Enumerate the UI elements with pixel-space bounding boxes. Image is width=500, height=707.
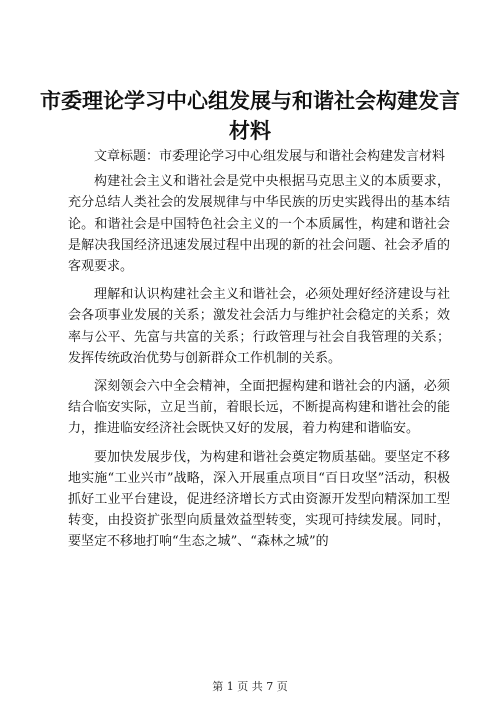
document-body — [68, 146, 450, 560]
body-paragraph: 深刻领会六中全会精神，全面把握构建和谐社会的内涵，必须结合临安实际，立足当前，着眼长远，不断提高构建和谐社会的能力，推进临安经济社会既快又好的发展，着力构建和谐临安。 — [68, 379, 450, 437]
body-paragraph: 构建社会主义和谐社会是党中央根据马克思主义的本质要求，充分总结人类社会的发展规律与中华民族的历史实践得出的基本结论。和谐社会是中国特色社会主义的一个本质属性，构建和谐社会是解决我国经济迅速发展过程中出现的新的社会问题、社会矛盾的客观要求。 — [68, 174, 450, 275]
body-paragraph: 理解和认识构建社会主义和谐社会，必须处理好经济建设与社会各项事业发展的关系；激发社会活力与维护社会稳定的关系；效率与公平、先富与共富的关系；行政管理与社会自我管理的关系；发挥传统政治优势与创新群众工作机制的关系。 — [68, 287, 450, 366]
page-number-footer: 第 1 页 共 7 页 — [212, 680, 288, 693]
document-title: 市委理论学习中心组发展与和谐社会构建发言材料 — [40, 88, 460, 143]
body-paragraph: 要加快发展步伐，为构建和谐社会奠定物质基础。要坚定不移地实施“工业兴市”战略，深入开展重点项目“百日攻坚”活动，积极抓好工业平台建设，促进经济增长方式由资源开发型向精深加工型转变，由投资扩张型向质量效益型转变，实现可持续发展。同时，要坚定不移地打响“生态之城”、“森林之城”的 — [68, 449, 450, 550]
article-title-line: 文章标题：市委理论学习中心组发展与和谐社会构建发言材料 — [94, 149, 446, 164]
